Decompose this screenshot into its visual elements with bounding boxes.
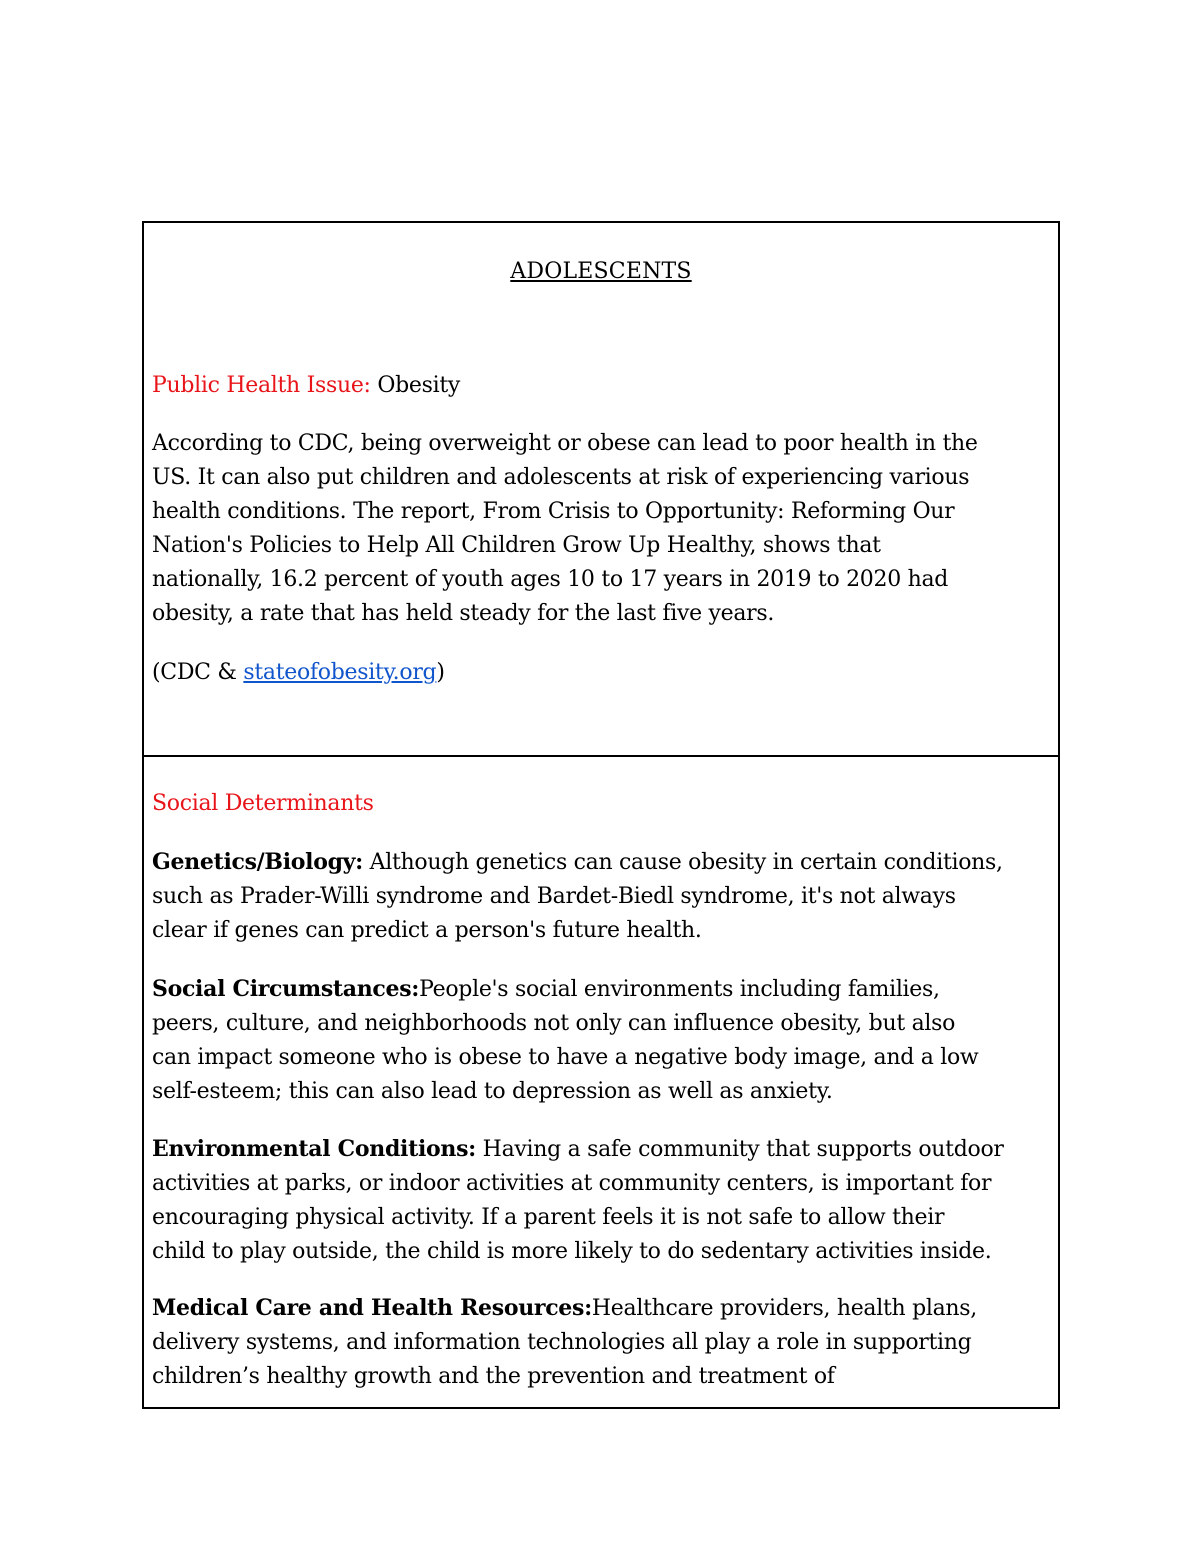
determinant-line: such as Prader-Willi syndrome and Bardet-Biedl syndrome, it's not always <box>152 884 956 909</box>
determinant-text: Having a safe community that supports outdoor <box>475 1137 1004 1162</box>
issue-cell <box>144 223 1058 757</box>
determinant-text: People's social environments including families, <box>419 977 940 1002</box>
determinant-genetics <box>152 845 1050 948</box>
determinant-label: Genetics/Biology: <box>152 849 363 875</box>
determinant-line: activities at parks, or indoor activities at community centers, is important for <box>152 1171 992 1196</box>
citation-prefix: (CDC & <box>152 660 244 685</box>
determinant-line: self-esteem; this can also lead to depression as well as anxiety. <box>152 1079 833 1104</box>
determinant-label: Social Circumstances: <box>152 976 420 1002</box>
paragraph-line: obesity, a rate that has held steady for the last five years. <box>152 601 775 626</box>
determinant-line: delivery systems, and information technologies all play a role in supporting <box>152 1330 972 1355</box>
determinant-line <box>152 972 1050 1007</box>
paragraph-line: health conditions. The report, From Crisis to Opportunity: Reforming Our <box>152 499 955 524</box>
determinant-line <box>152 845 1050 880</box>
issue-paragraph <box>152 427 1050 631</box>
determinant-line: can impact someone who is obese to have a negative body image, and a low <box>152 1045 979 1070</box>
citation-link[interactable]: stateofobesity.org <box>243 660 437 685</box>
determinant-text: Although genetics can cause obesity in certain conditions, <box>362 850 1003 875</box>
determinant-line: children’s healthy growth and the prevention and treatment of <box>152 1364 835 1389</box>
determinant-line: encouraging physical activity. If a parent feels it is not safe to allow their <box>152 1205 945 1230</box>
determinant-label: Environmental Conditions: <box>152 1136 476 1162</box>
paragraph-line: nationally, 16.2 percent of youth ages 10 to 17 years in 2019 to 2020 had <box>152 567 949 592</box>
determinant-line <box>152 1132 1050 1167</box>
determinant-line: child to play outside, the child is more likely to do sedentary activities inside. <box>152 1239 992 1264</box>
determinant-environmental <box>152 1132 1050 1269</box>
paragraph-line: Nation's Policies to Help All Children Grow Up Healthy, shows that <box>152 533 881 558</box>
section-heading: ADOLESCENTS <box>510 259 692 284</box>
paragraph-line: According to CDC, being overweight or obese can lead to poor health in the <box>152 431 978 456</box>
issue-value: Obesity <box>370 373 461 398</box>
citation-suffix: ) <box>436 660 445 685</box>
issue-line <box>152 369 1050 403</box>
issue-label: Public Health Issue: <box>152 373 371 398</box>
determinant-label: Medical Care and Health Resources: <box>152 1295 592 1321</box>
determinant-line: peers, culture, and neighborhoods not only can influence obesity, but also <box>152 1011 956 1036</box>
determinants-cell <box>144 757 1058 1407</box>
citation <box>152 656 1050 690</box>
determinant-line: clear if genes can predict a person's future health. <box>152 918 702 943</box>
paragraph-line: US. It can also put children and adolescents at risk of experiencing various <box>152 465 970 490</box>
determinant-text: Healthcare providers, health plans, <box>591 1296 977 1321</box>
determinant-line <box>152 1291 1050 1326</box>
determinant-social <box>152 972 1050 1109</box>
content-table <box>142 221 1060 1409</box>
determinants-title: Social Determinants <box>152 791 374 816</box>
determinant-medical <box>152 1291 1050 1394</box>
